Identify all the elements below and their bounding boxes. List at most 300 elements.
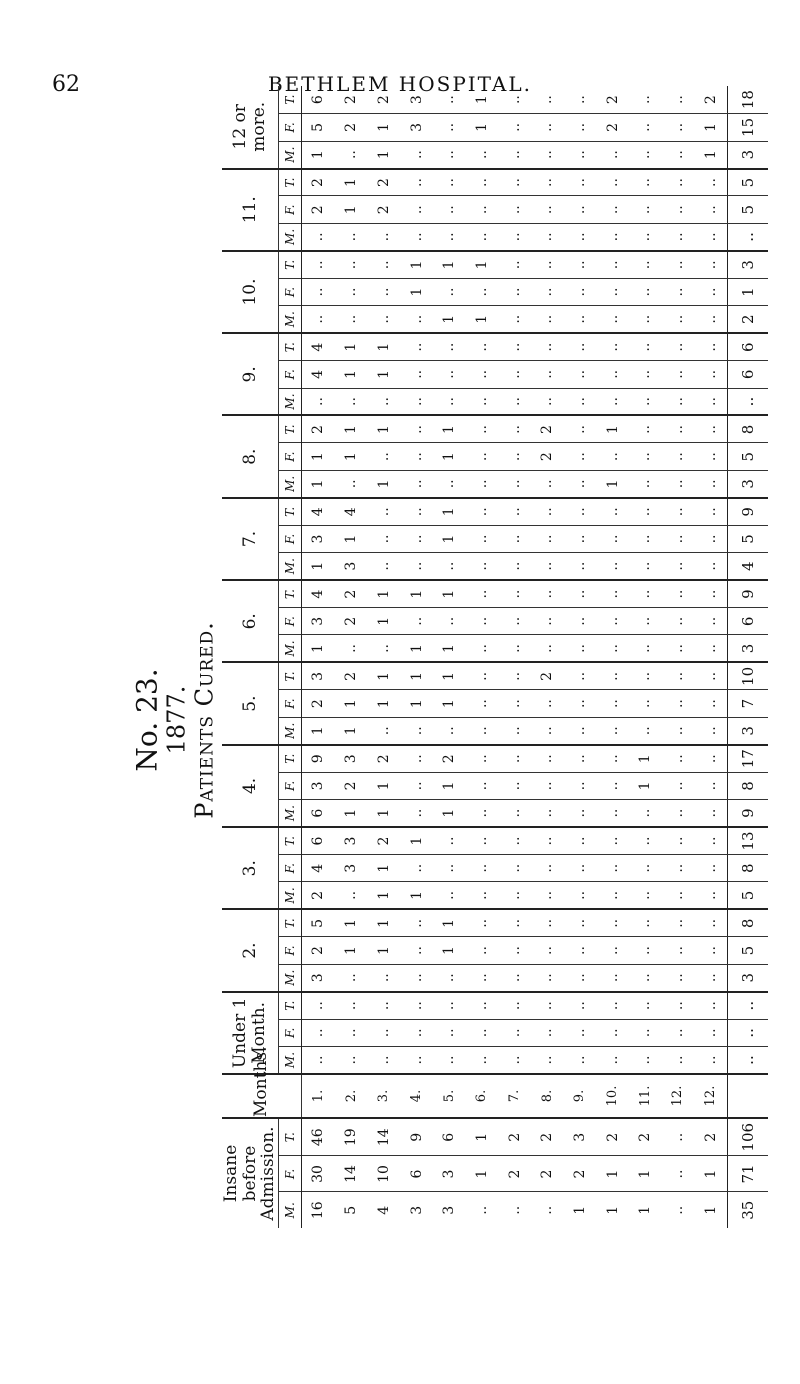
data-cell: .. [629, 470, 662, 497]
total-cell: 8 [728, 909, 769, 936]
data-cell: .. [400, 141, 433, 168]
insane-cell: .. [473, 1205, 490, 1215]
data-cell: .. [466, 470, 499, 497]
data-cell: .. [629, 141, 662, 168]
data-cell: 1 [433, 937, 466, 964]
data-cell: .. [596, 443, 629, 470]
data-cell: .. [694, 992, 727, 1019]
data-cell: .. [661, 635, 694, 662]
subheader-g4-1: F. [279, 690, 302, 717]
data-cell: .. [531, 1047, 564, 1074]
data-cell: .. [466, 745, 499, 772]
header-group-10: 11. [222, 169, 279, 251]
table-side-title [131, 621, 218, 819]
data-cell: .. [564, 416, 597, 443]
month-label: 12. [661, 1074, 694, 1118]
data-cell: .. [596, 169, 629, 196]
data-cell: .. [629, 196, 662, 223]
data-cell: .. [694, 580, 727, 607]
data-cell: .. [564, 827, 597, 854]
data-cell: 1 [368, 416, 401, 443]
header-group-2: 3. [222, 827, 279, 909]
data-cell: .. [694, 416, 727, 443]
data-cell: .. [694, 635, 727, 662]
header-group-1: 2. [222, 909, 279, 991]
data-cell: 1 [433, 498, 466, 525]
subheader-g2-1: F. [279, 855, 302, 882]
data-cell: .. [596, 141, 629, 168]
data-cell: 2 [368, 86, 401, 114]
data-cell: .. [498, 553, 531, 580]
insane-cell: 2 [694, 1118, 727, 1156]
data-cell: 1 [433, 306, 466, 333]
data-cell: .. [498, 1047, 531, 1074]
data-cell: .. [466, 827, 499, 854]
total-cell: 17 [728, 745, 769, 772]
data-cell: .. [694, 855, 727, 882]
data-cell: .. [433, 608, 466, 635]
table-row [629, 86, 662, 1228]
data-cell: .. [629, 635, 662, 662]
data-cell: .. [466, 937, 499, 964]
insane-cell: 5 [343, 1205, 360, 1215]
data-cell: .. [498, 470, 531, 497]
total-cell: 6 [728, 608, 769, 635]
data-cell: .. [498, 909, 531, 936]
data-cell: .. [661, 361, 694, 388]
data-cell: .. [661, 114, 694, 141]
data-cell: 1 [433, 525, 466, 552]
header-group-9: 10. [222, 251, 279, 333]
table-number: No. 23. [130, 668, 164, 772]
total-cell: 3 [728, 251, 769, 278]
data-cell: .. [466, 443, 499, 470]
data-cell: .. [368, 223, 401, 250]
data-cell: 1 [400, 662, 433, 689]
data-cell: .. [694, 278, 727, 305]
subheader-g9-0: M. [279, 306, 302, 333]
total-cell: 6 [728, 361, 769, 388]
subheader-g3-2: T. [279, 745, 302, 772]
data-cell: .. [629, 800, 662, 827]
data-cell: .. [564, 169, 597, 196]
data-cell: .. [531, 114, 564, 141]
data-cell: .. [596, 223, 629, 250]
data-cell: .. [400, 333, 433, 360]
subheader-g8-0: M. [279, 388, 302, 415]
data-cell: .. [596, 196, 629, 223]
data-cell: .. [433, 827, 466, 854]
data-cell: .. [694, 553, 727, 580]
subheader-g8-2: T. [279, 333, 302, 360]
data-cell: 1 [368, 882, 401, 909]
data-cell: 1 [335, 443, 368, 470]
data-cell: .. [335, 388, 368, 415]
data-cell: .. [400, 1047, 433, 1074]
data-cell: .. [629, 114, 662, 141]
table-row [596, 86, 629, 1228]
data-cell: .. [400, 909, 433, 936]
data-cell: .. [564, 443, 597, 470]
subheader-g1-0: M. [279, 964, 302, 991]
subheader-g11-2: T. [279, 86, 302, 114]
data-cell: .. [531, 333, 564, 360]
insane-cell: 14 [368, 1118, 401, 1156]
total-cell: 10 [728, 662, 769, 689]
data-cell: .. [335, 470, 368, 497]
data-cell: .. [661, 525, 694, 552]
subheader-g5-2: T. [279, 580, 302, 607]
data-cell: .. [466, 388, 499, 415]
data-cell: 1 [368, 608, 401, 635]
data-cell: 3 [335, 855, 368, 882]
data-cell: .. [335, 992, 368, 1019]
data-cell: 1 [368, 690, 401, 717]
total-cell: 9 [728, 800, 769, 827]
data-cell: .. [564, 662, 597, 689]
subheader-g3-1: F. [279, 772, 302, 799]
data-cell: .. [531, 470, 564, 497]
data-cell: .. [466, 717, 499, 744]
table-row [498, 86, 531, 1228]
data-cell: 2 [302, 416, 335, 443]
data-cell: .. [531, 855, 564, 882]
data-cell: .. [498, 608, 531, 635]
data-cell: .. [368, 635, 401, 662]
data-cell: .. [466, 855, 499, 882]
data-cell: .. [531, 306, 564, 333]
data-cell: .. [302, 1019, 335, 1046]
data-cell: .. [531, 388, 564, 415]
data-cell: .. [531, 580, 564, 607]
data-cell: .. [629, 827, 662, 854]
data-cell: 2 [531, 416, 564, 443]
total-cell: 3 [728, 141, 769, 168]
subheader-g4-2: T. [279, 662, 302, 689]
data-cell: .. [400, 717, 433, 744]
data-cell: 1 [466, 86, 499, 114]
data-cell: .. [596, 937, 629, 964]
data-cell: 2 [335, 114, 368, 141]
data-cell: .. [368, 1019, 401, 1046]
data-cell: 1 [302, 635, 335, 662]
data-cell: 1 [368, 333, 401, 360]
insane-cell: 2 [531, 1118, 564, 1156]
data-cell: .. [466, 882, 499, 909]
data-cell: .. [466, 223, 499, 250]
data-cell: 1 [368, 114, 401, 141]
data-cell: 5 [302, 909, 335, 936]
data-cell: .. [498, 388, 531, 415]
data-cell: .. [400, 772, 433, 799]
data-cell: 1 [400, 882, 433, 909]
data-cell: .. [564, 1047, 597, 1074]
insane-cell: 3 [408, 1205, 425, 1215]
data-cell: 4 [335, 498, 368, 525]
data-cell: .. [564, 717, 597, 744]
total-cell: 4 [728, 553, 769, 580]
data-cell: .. [694, 470, 727, 497]
data-cell: 1 [400, 690, 433, 717]
insane-cell: 10 [368, 1156, 401, 1192]
header-group-7: 8. [222, 416, 279, 498]
data-cell: .. [531, 498, 564, 525]
data-cell: .. [661, 388, 694, 415]
data-cell: 1 [368, 937, 401, 964]
insane-cell: 3 [441, 1205, 458, 1215]
data-cell: 2 [302, 882, 335, 909]
data-cell: .. [498, 580, 531, 607]
data-cell: .. [466, 525, 499, 552]
data-cell: 1 [335, 361, 368, 388]
data-cell: .. [629, 388, 662, 415]
data-cell: .. [400, 1019, 433, 1046]
data-cell: 3 [302, 964, 335, 991]
data-cell: .. [694, 525, 727, 552]
insane-cell: 1 [629, 1156, 662, 1192]
data-cell: .. [335, 278, 368, 305]
data-cell: 6 [302, 800, 335, 827]
data-cell: .. [661, 992, 694, 1019]
data-cell: .. [564, 800, 597, 827]
data-cell: .. [629, 662, 662, 689]
data-cell: .. [661, 800, 694, 827]
month-label: 9. [564, 1074, 597, 1118]
data-cell: 1 [335, 196, 368, 223]
data-cell: .. [661, 608, 694, 635]
data-cell: 1 [433, 800, 466, 827]
insane-cell: 1 [466, 1118, 499, 1156]
data-cell: .. [368, 964, 401, 991]
data-cell: .. [694, 333, 727, 360]
data-cell: 1 [335, 717, 368, 744]
data-cell: .. [498, 827, 531, 854]
data-cell: 2 [335, 662, 368, 689]
data-cell: .. [564, 553, 597, 580]
data-cell: 4 [302, 498, 335, 525]
data-cell: .. [629, 525, 662, 552]
data-cell: .. [564, 306, 597, 333]
totals-row [728, 86, 769, 1228]
data-cell: .. [661, 964, 694, 991]
data-cell: .. [400, 443, 433, 470]
data-cell: .. [694, 964, 727, 991]
data-cell: .. [531, 223, 564, 250]
data-cell: .. [433, 1019, 466, 1046]
data-cell: .. [433, 717, 466, 744]
data-cell: .. [531, 772, 564, 799]
data-cell: 3 [302, 662, 335, 689]
data-cell: .. [400, 608, 433, 635]
table-title: Patients Cured. [190, 621, 219, 819]
data-cell: .. [466, 772, 499, 799]
data-cell: .. [433, 86, 466, 114]
data-cell: .. [400, 388, 433, 415]
data-cell: .. [564, 278, 597, 305]
insane-cell: 30 [302, 1156, 335, 1192]
page-number: 62 [52, 72, 80, 97]
data-cell: .. [335, 1047, 368, 1074]
data-cell: 3 [335, 553, 368, 580]
data-cell: .. [629, 306, 662, 333]
insane-cell: 4 [375, 1205, 392, 1215]
data-cell: .. [498, 992, 531, 1019]
subheader-g8-1: F. [279, 361, 302, 388]
data-cell: .. [498, 251, 531, 278]
data-cell: .. [335, 306, 368, 333]
data-cell: .. [498, 114, 531, 141]
header-group-5: 6. [222, 580, 279, 662]
data-cell: .. [564, 196, 597, 223]
data-cell: .. [498, 964, 531, 991]
total-cell: 18 [728, 86, 769, 114]
header-group-6: 7. [222, 498, 279, 580]
total-cell: 8 [728, 772, 769, 799]
month-label: 6. [466, 1074, 499, 1118]
table-row [433, 86, 466, 1228]
table-row [564, 86, 597, 1228]
total-cell: 5 [728, 882, 769, 909]
subheader-g7-1: F. [279, 443, 302, 470]
insane-cell: 2 [629, 1118, 662, 1156]
data-cell: 2 [335, 608, 368, 635]
data-cell: .. [335, 882, 368, 909]
data-cell: .. [400, 169, 433, 196]
data-cell: 2 [596, 86, 629, 114]
data-cell: .. [694, 608, 727, 635]
data-cell: 1 [368, 800, 401, 827]
data-cell: .. [368, 306, 401, 333]
data-cell: 6 [302, 86, 335, 114]
data-cell: 1 [694, 141, 727, 168]
subheader-g10-1: F. [279, 196, 302, 223]
data-cell: 1 [400, 251, 433, 278]
data-cell: 2 [531, 662, 564, 689]
data-cell: .. [564, 772, 597, 799]
subheader-g7-2: T. [279, 416, 302, 443]
month-label: 11. [629, 1074, 662, 1118]
insane-cell: 1 [466, 1156, 499, 1192]
data-cell: 2 [433, 745, 466, 772]
data-cell: 1 [368, 141, 401, 168]
month-label: 10. [596, 1074, 629, 1118]
data-cell: .. [661, 1047, 694, 1074]
data-cell: .. [596, 662, 629, 689]
data-cell: 1 [302, 470, 335, 497]
total-cell: 15 [728, 114, 769, 141]
data-cell: .. [531, 635, 564, 662]
data-cell: 1 [302, 141, 335, 168]
data-cell: .. [335, 251, 368, 278]
data-cell: .. [498, 196, 531, 223]
data-cell: .. [531, 745, 564, 772]
data-cell: 2 [596, 114, 629, 141]
total-cell: 5 [728, 937, 769, 964]
data-cell: .. [400, 964, 433, 991]
data-cell: 1 [368, 662, 401, 689]
data-cell: .. [433, 278, 466, 305]
data-cell: 2 [694, 86, 727, 114]
data-cell: .. [466, 662, 499, 689]
data-cell: 1 [335, 333, 368, 360]
data-cell: .. [466, 909, 499, 936]
data-cell: .. [564, 525, 597, 552]
data-cell: .. [400, 992, 433, 1019]
data-cell: .. [661, 827, 694, 854]
subheader-insane-0: M. [279, 1192, 302, 1228]
data-cell: .. [629, 1047, 662, 1074]
insane-cell: 46 [302, 1118, 335, 1156]
data-cell: .. [596, 361, 629, 388]
header-group-4: 5. [222, 662, 279, 744]
data-cell: .. [498, 800, 531, 827]
subheader-g2-0: M. [279, 882, 302, 909]
data-cell: .. [531, 196, 564, 223]
data-cell: 1 [302, 717, 335, 744]
insane-cell: 6 [433, 1118, 466, 1156]
data-cell: .. [629, 443, 662, 470]
data-cell: 3 [335, 827, 368, 854]
data-cell: .. [596, 306, 629, 333]
data-cell: .. [564, 388, 597, 415]
data-cell: .. [368, 553, 401, 580]
table-row [531, 86, 564, 1228]
data-cell: 4 [302, 855, 335, 882]
data-cell: .. [498, 361, 531, 388]
data-cell: .. [498, 86, 531, 114]
data-cell: .. [564, 745, 597, 772]
data-cell: .. [564, 964, 597, 991]
data-cell: 1 [433, 251, 466, 278]
data-cell: .. [531, 937, 564, 964]
data-cell: .. [400, 937, 433, 964]
total-cell: 1 [728, 278, 769, 305]
data-cell: .. [629, 992, 662, 1019]
data-cell: 1 [466, 251, 499, 278]
total-cell: 9 [728, 498, 769, 525]
total-cell: 3 [728, 635, 769, 662]
insane-cell: .. [539, 1205, 556, 1215]
data-cell: 2 [368, 196, 401, 223]
data-cell: .. [661, 937, 694, 964]
data-cell: .. [564, 1019, 597, 1046]
data-cell: 1 [433, 443, 466, 470]
data-cell: .. [596, 964, 629, 991]
total-insane-cell: 71 [728, 1156, 769, 1192]
data-cell: .. [400, 416, 433, 443]
data-cell: .. [596, 992, 629, 1019]
insane-cell: 14 [335, 1156, 368, 1192]
data-cell: .. [498, 141, 531, 168]
total-cell: 9 [728, 580, 769, 607]
data-cell: .. [531, 800, 564, 827]
data-cell: .. [596, 553, 629, 580]
data-cell: .. [498, 416, 531, 443]
data-cell: .. [564, 141, 597, 168]
total-cell: 3 [728, 964, 769, 991]
data-cell: .. [661, 169, 694, 196]
data-cell: 2 [368, 827, 401, 854]
data-cell: .. [433, 882, 466, 909]
total-month-blank [728, 1074, 769, 1118]
data-cell: 1 [335, 416, 368, 443]
data-cell: .. [498, 498, 531, 525]
total-insane-cell: 35 [728, 1192, 769, 1228]
data-cell: .. [400, 196, 433, 223]
data-cell: .. [596, 498, 629, 525]
data-cell: .. [335, 223, 368, 250]
data-cell: .. [564, 882, 597, 909]
